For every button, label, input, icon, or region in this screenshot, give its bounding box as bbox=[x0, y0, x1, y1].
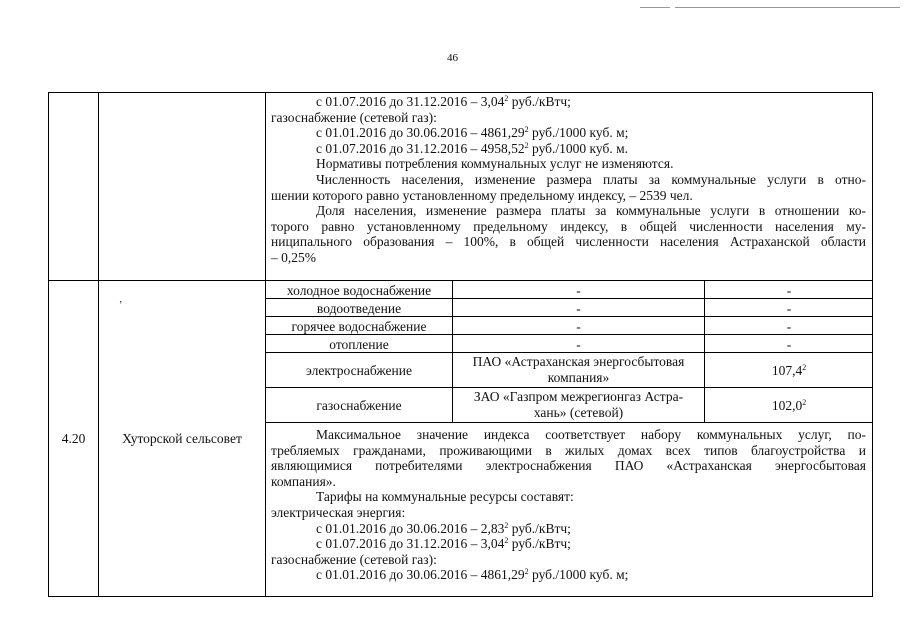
text-line-main: электрическая энергия: bbox=[271, 504, 406, 520]
index-value bbox=[705, 283, 873, 298]
text-line-main: газоснабжение (сетевой газ): bbox=[271, 109, 437, 125]
text-line bbox=[271, 474, 866, 490]
block1-text bbox=[271, 94, 866, 266]
text-line bbox=[271, 567, 866, 583]
text-line bbox=[271, 521, 866, 537]
text-line-main: газоснабжение (сетевой газ): bbox=[271, 551, 437, 567]
provider-name: - bbox=[576, 300, 581, 316]
text-line-unit: руб./1000 куб. м; bbox=[528, 567, 629, 583]
text-line-main: с 01.01.2016 до 30.06.2016 – 4861,29 bbox=[316, 567, 525, 583]
service-name: отопление bbox=[329, 336, 389, 352]
footnote-marker: 2 bbox=[504, 536, 509, 546]
footnote-marker: 2 bbox=[504, 520, 509, 530]
index-value bbox=[705, 337, 873, 352]
text-line-main: Численность населения, изменение размера платы за коммунальные услуги в отно- bbox=[316, 171, 866, 187]
subtable-hline bbox=[265, 298, 872, 299]
text-line-unit: руб./кВтч; bbox=[508, 520, 571, 536]
service-name: горячее водоснабжение bbox=[291, 318, 427, 334]
index-number: - bbox=[786, 282, 792, 298]
text-line bbox=[271, 505, 866, 521]
stray-mark: ʼ bbox=[119, 300, 123, 311]
text-line-main: с 01.01.2016 до 30.06.2016 – 4861,29 bbox=[316, 125, 525, 141]
text-line bbox=[271, 489, 866, 505]
text-line-main: Доля населения, изменение размера платы за коммунальные услуги в отношении ко- bbox=[316, 203, 866, 219]
subtable-hline bbox=[265, 352, 872, 353]
text-line bbox=[271, 443, 866, 459]
subtable-hline bbox=[265, 422, 872, 423]
text-line-main: торого равно установленному предельному индексу, в общей численности населения му- bbox=[271, 218, 866, 234]
text-line-main: – 0,25% bbox=[271, 249, 316, 265]
index-value bbox=[705, 398, 873, 413]
provider-line: ЗАО «Газпром межрегионгаз Астра- bbox=[473, 389, 684, 404]
text-line bbox=[271, 427, 866, 443]
footnote-marker: 2 bbox=[524, 567, 529, 577]
provider-name: - bbox=[576, 282, 581, 298]
text-line bbox=[271, 250, 866, 266]
subtable-hline bbox=[265, 334, 872, 335]
page-number: 46 bbox=[447, 52, 458, 64]
text-line-main: ниципального образования – 100%, в общей численности населения Астраханской области bbox=[271, 234, 866, 250]
text-line-main: с 01.07.2016 до 31.12.2016 – 4958,52 bbox=[316, 140, 525, 156]
text-line bbox=[271, 458, 866, 474]
text-line-unit: руб./1000 куб. м. bbox=[528, 140, 628, 156]
col-divider-1 bbox=[98, 93, 99, 596]
text-line-main: Нормативы потребления коммунальных услуг не изменяются. bbox=[316, 156, 674, 172]
text-line bbox=[271, 156, 866, 172]
index-value bbox=[705, 319, 873, 334]
tariff-table bbox=[48, 92, 873, 597]
text-line bbox=[271, 219, 866, 235]
index-value bbox=[705, 301, 873, 316]
text-line-unit: руб./кВтч; bbox=[508, 94, 571, 109]
text-line-main: являющимися потребителями электроснабжения ПАО «Астраханская энергосбытовая bbox=[271, 458, 866, 474]
text-line-main: требляемых гражданами, проживающими в жилых домах всех типов благоустройства и bbox=[271, 442, 866, 458]
provider-line: компания» bbox=[547, 369, 610, 385]
text-line-main: с 01.07.2016 до 31.12.2016 – 3,04 bbox=[316, 94, 505, 109]
footnote-marker: 2 bbox=[802, 363, 807, 372]
text-line bbox=[271, 110, 866, 126]
provider-name: - bbox=[576, 336, 581, 352]
text-line bbox=[271, 125, 866, 141]
index-number: 107,4 bbox=[771, 363, 803, 378]
top-rule-long bbox=[675, 7, 900, 8]
text-line-unit: руб./1000 куб. м; bbox=[528, 125, 629, 141]
service-name: холодное водоснабжение bbox=[286, 282, 432, 298]
text-line-unit: руб./кВтч; bbox=[508, 536, 571, 552]
text-line-main: шении которого равно установленному предельному индексу, – 2539 чел. bbox=[271, 187, 693, 203]
text-line bbox=[271, 94, 866, 110]
provider-line: ПАО «Астраханская энергосбытовая bbox=[472, 354, 685, 369]
text-line bbox=[271, 172, 866, 188]
text-line bbox=[271, 536, 866, 552]
provider-name bbox=[453, 389, 704, 420]
text-line-main: Тарифы на коммунальные ресурсы составят: bbox=[316, 489, 574, 505]
service-name: газоснабжение bbox=[316, 398, 402, 413]
text-line-main: компания». bbox=[271, 473, 336, 489]
text-line bbox=[271, 203, 866, 219]
text-line-main: с 01.01.2016 до 30.06.2016 – 2,83 bbox=[316, 520, 505, 536]
footnote-marker: 2 bbox=[524, 140, 529, 150]
index-value bbox=[705, 363, 873, 378]
index-number: 102,0 bbox=[771, 398, 803, 413]
text-line bbox=[271, 552, 866, 568]
provider-name: - bbox=[576, 318, 581, 334]
provider-name bbox=[453, 354, 704, 385]
provider-line: хань» (сетевой) bbox=[533, 404, 624, 420]
row-name: Хуторской сельсовет bbox=[122, 431, 242, 446]
top-rule-short bbox=[640, 7, 670, 8]
footnote-marker: 2 bbox=[802, 398, 807, 407]
footnote-marker: 2 bbox=[504, 94, 509, 103]
index-number: - bbox=[786, 318, 792, 334]
text-line bbox=[271, 141, 866, 157]
index-number: - bbox=[786, 300, 792, 316]
row-divider bbox=[49, 280, 872, 281]
service-name: водоотведение bbox=[316, 300, 402, 316]
index-number: - bbox=[786, 336, 792, 352]
block2-text bbox=[271, 427, 866, 583]
text-line bbox=[271, 188, 866, 204]
subtable-hline bbox=[265, 387, 872, 388]
footnote-marker: 2 bbox=[524, 125, 529, 135]
text-line-main: с 01.07.2016 до 31.12.2016 – 3,04 bbox=[316, 536, 505, 552]
service-name: электроснабжение bbox=[306, 363, 412, 378]
text-line-main: Максимальное значение индекса соответствует набору коммунальных услуг, по- bbox=[316, 427, 866, 442]
subtable-hline bbox=[265, 316, 872, 317]
row-number: 4.20 bbox=[61, 431, 86, 446]
text-line bbox=[271, 234, 866, 250]
